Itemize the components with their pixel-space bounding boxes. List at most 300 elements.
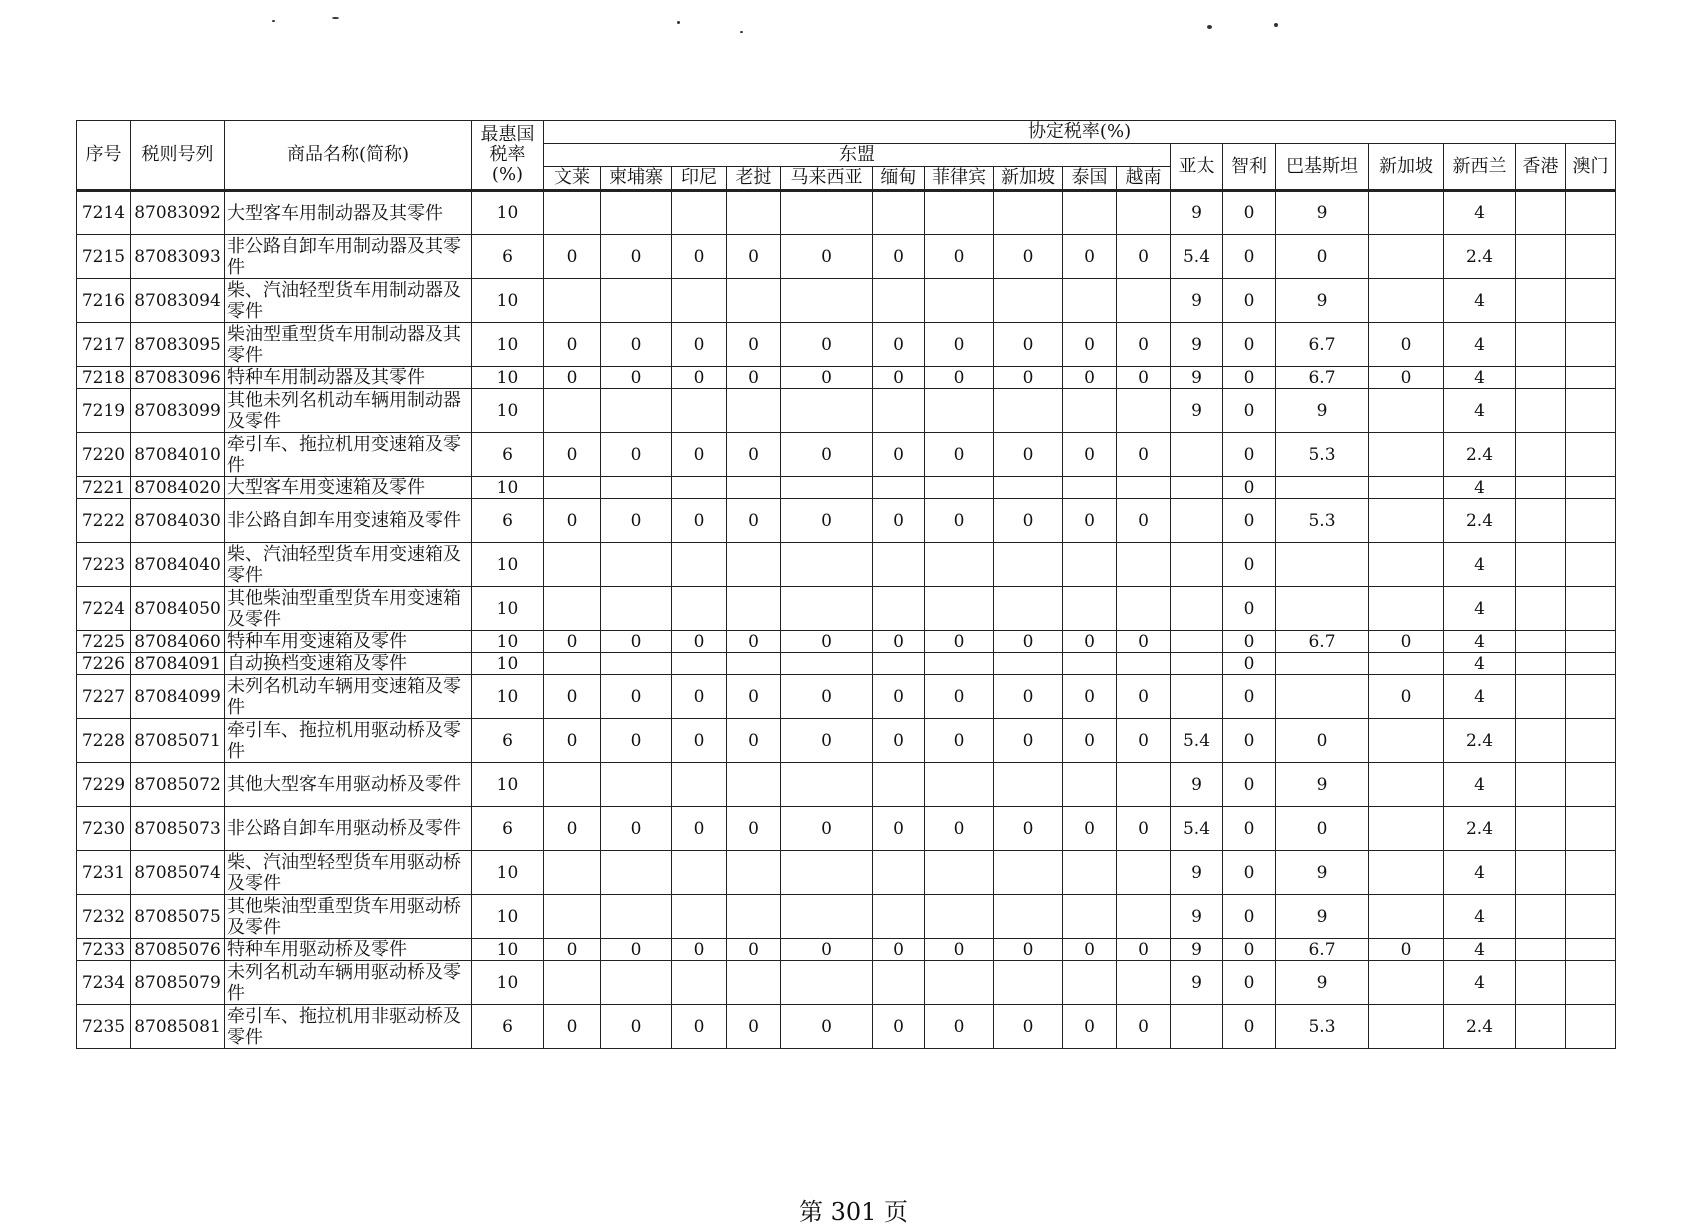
row-asean-rate [1063,587,1117,631]
row-other-rate [1516,323,1566,367]
row-asean-rate [601,279,672,323]
row-other-rate: 2.4 [1444,1005,1516,1049]
row-asean-rate: 0 [672,1005,727,1049]
row-asean-rate [925,961,994,1005]
row-asean-rate: 0 [925,675,994,719]
row-code: 87084040 [131,543,225,587]
row-asean-rate [727,851,781,895]
row-mfn: 6 [472,499,544,543]
row-asean-rate [727,389,781,433]
row-other-rate: 9 [1171,367,1223,389]
row-code: 87083096 [131,367,225,389]
row-asean-rate: 0 [994,719,1063,763]
row-other-rate: 0 [1223,675,1276,719]
row-asean-rate [672,191,727,235]
row-code: 87085074 [131,851,225,895]
row-name: 牵引车、拖拉机用驱动桥及零件 [225,719,472,763]
row-asean-rate [873,477,925,499]
row-name: 牵引车、拖拉机用非驱动桥及零件 [225,1005,472,1049]
row-asean-rate: 0 [601,235,672,279]
row-other-rate: 4 [1444,279,1516,323]
row-asean-rate [672,279,727,323]
row-other-rate: 5.3 [1276,1005,1369,1049]
row-other-rate: 9 [1171,763,1223,807]
header-other-6: 澳门 [1566,144,1616,191]
row-asean-rate [925,851,994,895]
table-row [77,895,1616,939]
row-other-rate: 0 [1223,631,1276,653]
row-seq: 7219 [77,389,131,433]
row-other-rate [1516,653,1566,675]
row-other-rate [1566,499,1616,543]
row-asean-rate [544,477,601,499]
row-asean-rate: 0 [873,675,925,719]
row-asean-rate [672,543,727,587]
row-asean-rate: 0 [544,367,601,389]
row-other-rate: 0 [1276,807,1369,851]
row-asean-rate: 0 [994,323,1063,367]
row-asean-rate: 0 [781,499,873,543]
row-other-rate [1566,367,1616,389]
row-asean-rate [544,763,601,807]
row-other-rate [1516,191,1566,235]
row-asean-rate [601,653,672,675]
row-other-rate [1566,1005,1616,1049]
row-other-rate [1516,367,1566,389]
header-mfn-line2: 税率 [489,144,526,165]
row-other-rate: 4 [1444,587,1516,631]
row-seq: 7215 [77,235,131,279]
row-asean-rate [727,191,781,235]
row-other-rate: 9 [1276,389,1369,433]
table-row [77,631,1616,653]
row-asean-rate: 0 [1117,433,1171,477]
row-asean-rate [781,895,873,939]
row-other-rate [1369,433,1444,477]
row-asean-rate: 0 [672,807,727,851]
row-code: 87084010 [131,433,225,477]
row-asean-rate: 0 [781,631,873,653]
row-other-rate [1516,279,1566,323]
table-row [77,323,1616,367]
table-row [77,279,1616,323]
row-asean-rate: 0 [873,367,925,389]
row-other-rate: 0 [1369,939,1444,961]
row-asean-rate [994,653,1063,675]
row-asean-rate: 0 [925,323,994,367]
row-asean-rate: 0 [781,1005,873,1049]
row-seq: 7214 [77,191,131,235]
row-code: 87084060 [131,631,225,653]
row-asean-rate [1117,543,1171,587]
row-other-rate: 4 [1444,367,1516,389]
row-asean-rate [1117,961,1171,1005]
header-asean-country-3: 老挝 [727,167,781,191]
row-other-rate [1369,1005,1444,1049]
table-row [77,961,1616,1005]
row-asean-rate [873,763,925,807]
row-asean-rate [1117,279,1171,323]
row-other-rate: 9 [1171,389,1223,433]
row-asean-rate [781,543,873,587]
row-asean-rate [873,895,925,939]
row-asean-rate [994,587,1063,631]
row-asean-rate [994,763,1063,807]
row-other-rate: 0 [1223,389,1276,433]
row-asean-rate: 0 [1063,323,1117,367]
row-other-rate: 9 [1276,851,1369,895]
row-asean-rate: 0 [781,939,873,961]
row-asean-rate [873,279,925,323]
row-other-rate: 4 [1444,895,1516,939]
row-asean-rate [727,961,781,1005]
row-asean-rate [727,477,781,499]
row-other-rate [1276,477,1369,499]
table-row [77,499,1616,543]
row-asean-rate: 0 [1117,807,1171,851]
row-asean-rate: 0 [672,367,727,389]
row-name: 牵引车、拖拉机用变速箱及零件 [225,433,472,477]
row-other-rate: 4 [1444,191,1516,235]
row-other-rate [1369,477,1444,499]
row-asean-rate [1063,763,1117,807]
row-other-rate: 9 [1276,763,1369,807]
row-asean-rate [873,389,925,433]
row-seq: 7220 [77,433,131,477]
row-asean-rate: 0 [1117,719,1171,763]
table-row [77,367,1616,389]
row-asean-rate: 0 [781,235,873,279]
row-name: 非公路自卸车用驱动桥及零件 [225,807,472,851]
row-asean-rate: 0 [544,631,601,653]
header-asean-country-4: 马来西亚 [781,167,873,191]
row-asean-rate: 0 [727,675,781,719]
row-asean-rate: 0 [1063,631,1117,653]
row-asean-rate [781,851,873,895]
row-name: 柴、汽油轻型货车用变速箱及零件 [225,543,472,587]
row-other-rate [1516,675,1566,719]
tariff-table-container [76,120,1616,1049]
row-asean-rate: 0 [601,367,672,389]
row-other-rate: 2.4 [1444,433,1516,477]
row-other-rate: 4 [1444,675,1516,719]
row-name: 柴油型重型货车用制动器及其零件 [225,323,472,367]
row-mfn: 6 [472,719,544,763]
row-other-rate: 0 [1223,763,1276,807]
row-asean-rate [672,389,727,433]
row-other-rate: 5.3 [1276,433,1369,477]
row-other-rate [1369,763,1444,807]
row-asean-rate [925,279,994,323]
row-code: 87085073 [131,807,225,851]
row-asean-rate: 0 [994,433,1063,477]
row-name: 自动换档变速箱及零件 [225,653,472,675]
row-asean-rate: 0 [727,235,781,279]
scan-speck [272,20,275,22]
row-asean-rate [994,389,1063,433]
header-other-3: 新加坡 [1369,144,1444,191]
row-name: 特种车用制动器及其零件 [225,367,472,389]
row-other-rate [1516,851,1566,895]
row-other-rate [1369,389,1444,433]
row-asean-rate [544,653,601,675]
row-asean-rate: 0 [994,807,1063,851]
header-other-5: 香港 [1516,144,1566,191]
row-asean-rate [1063,389,1117,433]
scan-speck [1274,23,1278,27]
row-asean-rate: 0 [727,323,781,367]
row-asean-rate [544,191,601,235]
row-other-rate: 0 [1223,279,1276,323]
row-other-rate: 4 [1444,477,1516,499]
row-other-rate [1516,235,1566,279]
row-other-rate: 2.4 [1444,235,1516,279]
row-other-rate: 0 [1223,587,1276,631]
table-row [77,477,1616,499]
row-asean-rate [781,763,873,807]
row-asean-rate [781,653,873,675]
scan-speck [332,17,339,19]
row-name: 其他未列名机动车辆用制动器及零件 [225,389,472,433]
row-code: 87085081 [131,1005,225,1049]
row-other-rate: 9 [1276,961,1369,1005]
row-seq: 7227 [77,675,131,719]
header-asean-country-8: 泰国 [1063,167,1117,191]
row-other-rate: 5.4 [1171,807,1223,851]
row-asean-rate [925,763,994,807]
row-other-rate: 4 [1444,631,1516,653]
row-name: 未列名机动车辆用驱动桥及零件 [225,961,472,1005]
row-asean-rate [781,191,873,235]
row-asean-rate: 0 [994,499,1063,543]
row-asean-rate [1063,477,1117,499]
row-asean-rate [1063,653,1117,675]
row-asean-rate [1117,653,1171,675]
row-asean-rate: 0 [672,499,727,543]
row-other-rate: 4 [1444,961,1516,1005]
row-asean-rate [925,587,994,631]
row-other-rate [1171,499,1223,543]
row-asean-rate [873,587,925,631]
row-other-rate [1369,653,1444,675]
row-asean-rate [873,851,925,895]
row-asean-rate: 0 [601,675,672,719]
row-other-rate [1516,389,1566,433]
row-mfn: 6 [472,235,544,279]
row-name: 大型客车用制动器及其零件 [225,191,472,235]
row-asean-rate: 0 [873,235,925,279]
row-seq: 7228 [77,719,131,763]
row-mfn: 10 [472,389,544,433]
row-other-rate: 5.4 [1171,235,1223,279]
row-mfn: 10 [472,191,544,235]
row-other-rate [1369,895,1444,939]
row-other-rate: 0 [1369,631,1444,653]
row-asean-rate [601,851,672,895]
row-other-rate [1276,543,1369,587]
row-asean-rate [781,389,873,433]
row-mfn: 10 [472,631,544,653]
header-other-0: 亚太 [1171,144,1223,191]
row-other-rate: 0 [1276,235,1369,279]
row-asean-rate: 0 [994,939,1063,961]
row-other-rate [1566,631,1616,653]
row-name: 柴、汽油型轻型货车用驱动桥及零件 [225,851,472,895]
row-other-rate [1171,675,1223,719]
row-seq: 7224 [77,587,131,631]
row-asean-rate [544,587,601,631]
row-name: 特种车用驱动桥及零件 [225,939,472,961]
row-name: 其他柴油型重型货车用变速箱及零件 [225,587,472,631]
row-other-rate [1276,653,1369,675]
row-asean-rate [672,961,727,1005]
row-asean-rate: 0 [727,433,781,477]
row-code: 87085072 [131,763,225,807]
row-other-rate: 4 [1444,653,1516,675]
row-other-rate: 9 [1171,191,1223,235]
row-other-rate [1171,587,1223,631]
row-other-rate: 0 [1223,191,1276,235]
row-code: 87085075 [131,895,225,939]
row-other-rate: 2.4 [1444,499,1516,543]
row-seq: 7216 [77,279,131,323]
row-other-rate [1566,587,1616,631]
row-asean-rate [781,961,873,1005]
row-other-rate: 0 [1223,895,1276,939]
header-asean: 东盟 [544,144,1171,167]
scan-speck [1207,25,1212,29]
row-name: 其他柴油型重型货车用驱动桥及零件 [225,895,472,939]
row-asean-rate: 0 [1117,235,1171,279]
row-other-rate [1566,279,1616,323]
row-asean-rate [544,961,601,1005]
row-asean-rate [925,477,994,499]
row-asean-rate: 0 [925,235,994,279]
row-asean-rate: 0 [1063,433,1117,477]
table-row [77,719,1616,763]
header-mfn-line1: 最惠国 [480,124,535,145]
row-name: 其他大型客车用驱动桥及零件 [225,763,472,807]
row-seq: 7235 [77,1005,131,1049]
row-other-rate [1369,807,1444,851]
row-other-rate: 4 [1444,389,1516,433]
row-mfn: 10 [472,587,544,631]
row-other-rate [1369,543,1444,587]
row-asean-rate [994,191,1063,235]
header-name: 商品名称(简称) [225,121,472,191]
row-asean-rate: 0 [1117,675,1171,719]
tariff-table [76,120,1616,1049]
table-body [77,191,1616,1049]
row-code: 87083094 [131,279,225,323]
row-other-rate: 0 [1369,323,1444,367]
row-other-rate [1566,477,1616,499]
row-asean-rate: 0 [544,499,601,543]
table-row [77,191,1616,235]
row-other-rate [1171,433,1223,477]
header-asean-country-9: 越南 [1117,167,1171,191]
row-asean-rate [1063,961,1117,1005]
row-asean-rate: 0 [544,1005,601,1049]
row-asean-rate [1117,851,1171,895]
header-other-2: 巴基斯坦 [1276,144,1369,191]
row-asean-rate [727,895,781,939]
row-asean-rate: 0 [873,433,925,477]
row-asean-rate: 0 [601,631,672,653]
row-seq: 7232 [77,895,131,939]
row-asean-rate [925,895,994,939]
row-other-rate: 0 [1223,807,1276,851]
row-asean-rate: 0 [1063,939,1117,961]
row-asean-rate: 0 [781,433,873,477]
row-asean-rate: 0 [873,807,925,851]
row-other-rate [1566,895,1616,939]
row-other-rate: 9 [1171,961,1223,1005]
row-asean-rate: 0 [781,675,873,719]
row-asean-rate [1117,191,1171,235]
row-other-rate: 9 [1171,279,1223,323]
row-other-rate: 2.4 [1444,807,1516,851]
row-asean-rate [873,543,925,587]
row-seq: 7221 [77,477,131,499]
row-asean-rate: 0 [544,433,601,477]
row-mfn: 10 [472,543,544,587]
row-asean-rate [544,543,601,587]
row-asean-rate: 0 [925,631,994,653]
row-asean-rate: 0 [672,433,727,477]
row-asean-rate [873,961,925,1005]
row-other-rate: 0 [1223,851,1276,895]
row-mfn: 10 [472,477,544,499]
row-asean-rate: 0 [925,939,994,961]
row-other-rate: 4 [1444,543,1516,587]
row-asean-rate: 0 [1117,323,1171,367]
row-seq: 7217 [77,323,131,367]
row-asean-rate [727,543,781,587]
row-mfn: 10 [472,763,544,807]
row-other-rate: 5.4 [1171,719,1223,763]
row-other-rate [1171,631,1223,653]
row-asean-rate: 0 [727,719,781,763]
row-asean-rate [1117,477,1171,499]
row-asean-rate [727,763,781,807]
row-asean-rate: 0 [1117,939,1171,961]
row-seq: 7234 [77,961,131,1005]
row-asean-rate [727,279,781,323]
row-other-rate: 9 [1171,323,1223,367]
row-other-rate [1369,191,1444,235]
row-code: 87084050 [131,587,225,631]
row-asean-rate [601,543,672,587]
row-name: 未列名机动车辆用变速箱及零件 [225,675,472,719]
row-code: 87084099 [131,675,225,719]
row-asean-rate [1063,279,1117,323]
row-other-rate: 0 [1223,939,1276,961]
row-seq: 7223 [77,543,131,587]
row-other-rate [1516,895,1566,939]
row-mfn: 10 [472,323,544,367]
row-seq: 7226 [77,653,131,675]
row-asean-rate [672,763,727,807]
row-mfn: 6 [472,807,544,851]
row-asean-rate: 0 [601,807,672,851]
row-asean-rate: 0 [1117,1005,1171,1049]
row-code: 87083093 [131,235,225,279]
header-asean-country-6: 菲律宾 [925,167,994,191]
row-asean-rate: 0 [1063,675,1117,719]
row-asean-rate [672,653,727,675]
row-other-rate [1516,719,1566,763]
